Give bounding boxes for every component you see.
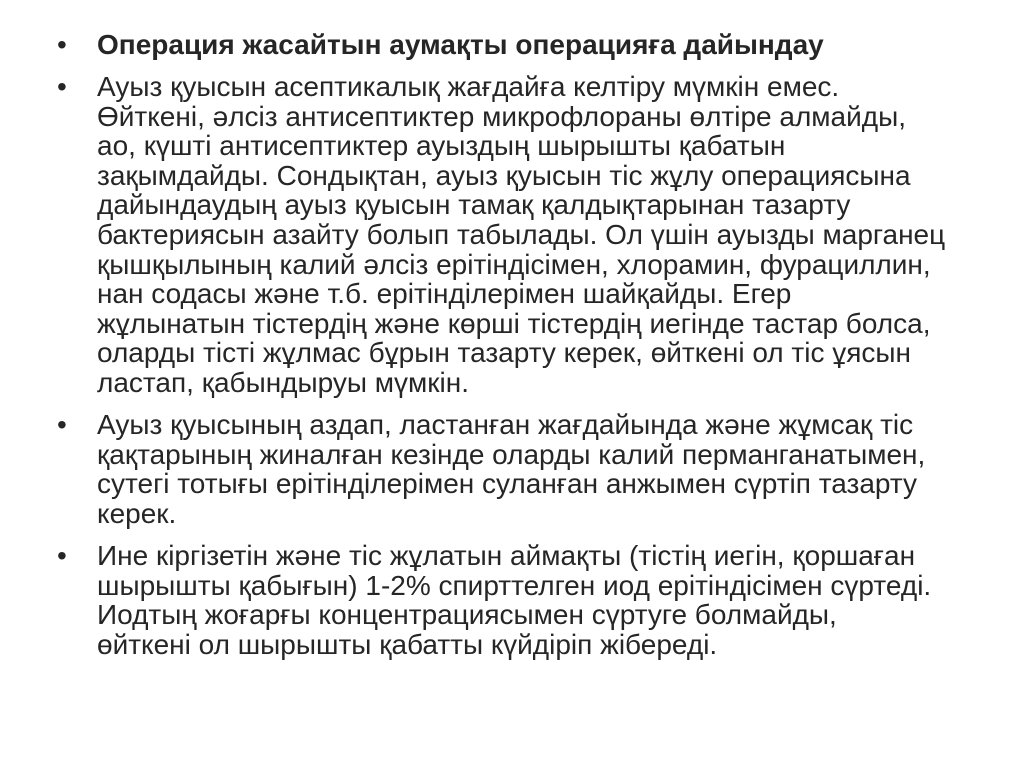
bullet-line: керек. <box>97 497 177 529</box>
bullet-paragraph-oral-cavity <box>0 72 1024 398</box>
bullet-paragraph-plaque-cleaning <box>0 410 1024 528</box>
bullet-line: ластап, қабындыруы мүмкін. <box>97 367 469 399</box>
bullet-line: шырышты қабығын) 1-2% спирттелген иод ерітіндісімен сүртеді. <box>97 569 932 601</box>
bullet-text <box>97 30 1024 60</box>
bullet-line: сутегі тотығы ерітінділерімен суланған анжымен сүртіп тазарту <box>97 468 917 500</box>
bullet-marker: • <box>57 71 67 103</box>
bullet-paragraph-iodine-treatment <box>0 541 1024 659</box>
bullet-line: нан содасы және т.б. ерітінділерімен шайқайды. Егер <box>97 278 792 310</box>
bullet-line: Операция жасайтын аумақты операцияға дайындау <box>97 29 824 60</box>
bullet-text <box>97 541 1024 659</box>
bullet-line: дайындаудың ауыз қуысын тамақ қалдықтарынан тазарту <box>97 189 851 221</box>
bullet-marker: • <box>57 29 67 60</box>
bullet-line: Өйткені, әлсіз антисептиктер микрофлораны өлтіре алмайды, <box>97 100 907 132</box>
bullet-line: оларды тісті жұлмас бұрын тазарту керек, өйткені ол тіс ұясын <box>97 337 911 369</box>
bullet-text <box>97 72 1024 398</box>
bullet-line: зақымдайды. Сондықтан, ауыз қуысын тіс жұлу операциясына <box>97 159 911 191</box>
bullet-line: жұлынатын тістердің және көрші тістердің иегінде тастар болса, <box>97 307 931 339</box>
bullet-line: Ауыз қуысын асептикалық жағдайға келтіру мүмкін емес. <box>97 71 840 103</box>
bullet-heading <box>0 30 1024 60</box>
bullet-marker: • <box>57 409 67 441</box>
bullet-line: өйткені ол шырышты қабатты күйдіріп жібереді. <box>97 628 718 660</box>
bullet-line: қақтарының жиналған кезінде оларды калий перманганатымен, <box>97 438 926 470</box>
bullet-line: Ине кіргізетін және тіс жұлатын аймақты (тістің иегін, қоршаған <box>97 540 916 571</box>
bullet-line: бактериясын азайту болып табылады. Ол үшін ауызды марганец <box>97 219 946 251</box>
bullet-marker: • <box>57 540 67 571</box>
bullet-line: Иодтың жоғарғы концентрациясымен сүртуге болмайды, <box>97 599 837 631</box>
bullet-text <box>97 410 1024 528</box>
bullet-line: қышқылының калий әлсіз ерітіндісімен, хлорамин, фурациллин, <box>97 248 931 280</box>
bullet-line: Ауыз қуысының аздап, ластанған жағдайында және жұмсақ тіс <box>97 409 914 441</box>
bullet-line: ао, күшті антисептиктер ауыздың шырышты қабатын <box>97 130 786 162</box>
